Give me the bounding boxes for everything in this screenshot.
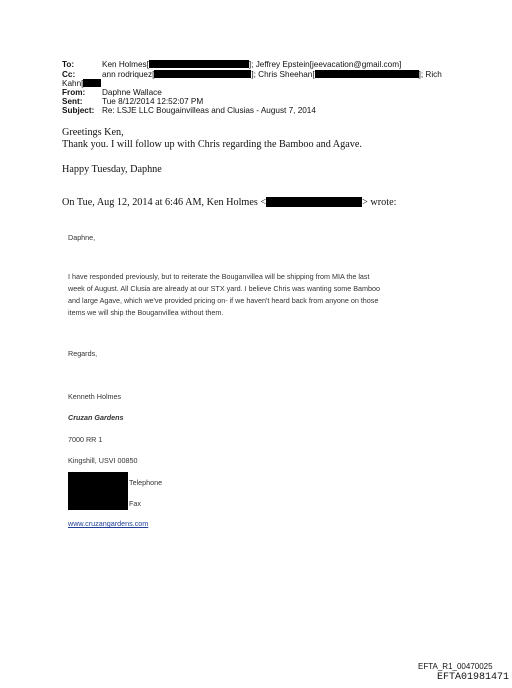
footer-id-1: EFTA_R1_00470025 <box>418 662 493 671</box>
address-line: Kingshill, USVI 00850 <box>68 456 138 465</box>
address-line: 7000 RR 1 <box>68 435 103 444</box>
footer-id-2: EFTA01981471 <box>437 672 510 683</box>
subject-label: Subject: <box>62 106 95 115</box>
quote-header <box>62 197 396 208</box>
signature-name: Kenneth Holmes <box>68 392 122 401</box>
from-label: From: <box>62 88 86 97</box>
to-rest: ]; Jeffrey Epstein[jeevacation@gmail.com] <box>248 60 402 69</box>
redaction-box <box>149 60 249 68</box>
website-link[interactable]: www.cruzangardens.com <box>68 519 149 528</box>
sent-value: Tue 8/12/2014 12:52:07 PM <box>102 97 204 106</box>
greeting: Greetings Ken, <box>62 127 124 138</box>
from-value: Daphne Wallace <box>102 88 162 97</box>
cc-mid: ]; Chris Sheehan[ <box>251 70 315 79</box>
cc-line2: Kahn[ <box>62 79 84 88</box>
para-line: I have responded previously, but to reiterate the Bouganvillea will be shipping from MIA the last <box>68 272 370 281</box>
quote-suffix: > wrote: <box>362 197 397 208</box>
redaction-box <box>266 197 362 207</box>
redaction-box <box>315 70 419 78</box>
cc-label: Cc: <box>62 70 76 79</box>
signoff: Happy Tuesday, Daphne <box>62 164 162 175</box>
para-line: week of August. All Clusia are already at our STX yard. I believe Chris was wanting some Bamboo <box>68 284 381 293</box>
cc-end: ]; Rich <box>418 70 442 79</box>
subject-value: Re: LSJE LLC Bougainvilleas and Clusias - August 7, 2014 <box>102 106 316 115</box>
cc-name: ann rodriquez[ <box>102 70 155 79</box>
quote-prefix: On Tue, Aug 12, 2014 at 6:46 AM, Ken Holmes < <box>62 197 267 208</box>
para-line: items we will ship the Bouganvillea without them. <box>68 308 224 317</box>
redaction-box <box>68 472 128 510</box>
redaction-box <box>83 79 101 87</box>
company-name: Cruzan Gardens <box>68 413 124 422</box>
telephone-label: Telephone <box>129 478 163 487</box>
redaction-box <box>154 70 251 78</box>
reply-line: Thank you. I will follow up with Chris regarding the Bamboo and Agave. <box>62 139 362 150</box>
regards: Regards, <box>68 349 98 358</box>
para-line: and large Agave, which we've provided pricing on- if we haven't heard back from anyone on those <box>68 296 379 305</box>
to-name: Ken Holmes[ <box>102 60 149 69</box>
to-label: To: <box>62 60 75 69</box>
fax-label: Fax <box>129 499 141 508</box>
salutation: Daphne, <box>68 233 96 242</box>
sent-label: Sent: <box>62 97 83 106</box>
